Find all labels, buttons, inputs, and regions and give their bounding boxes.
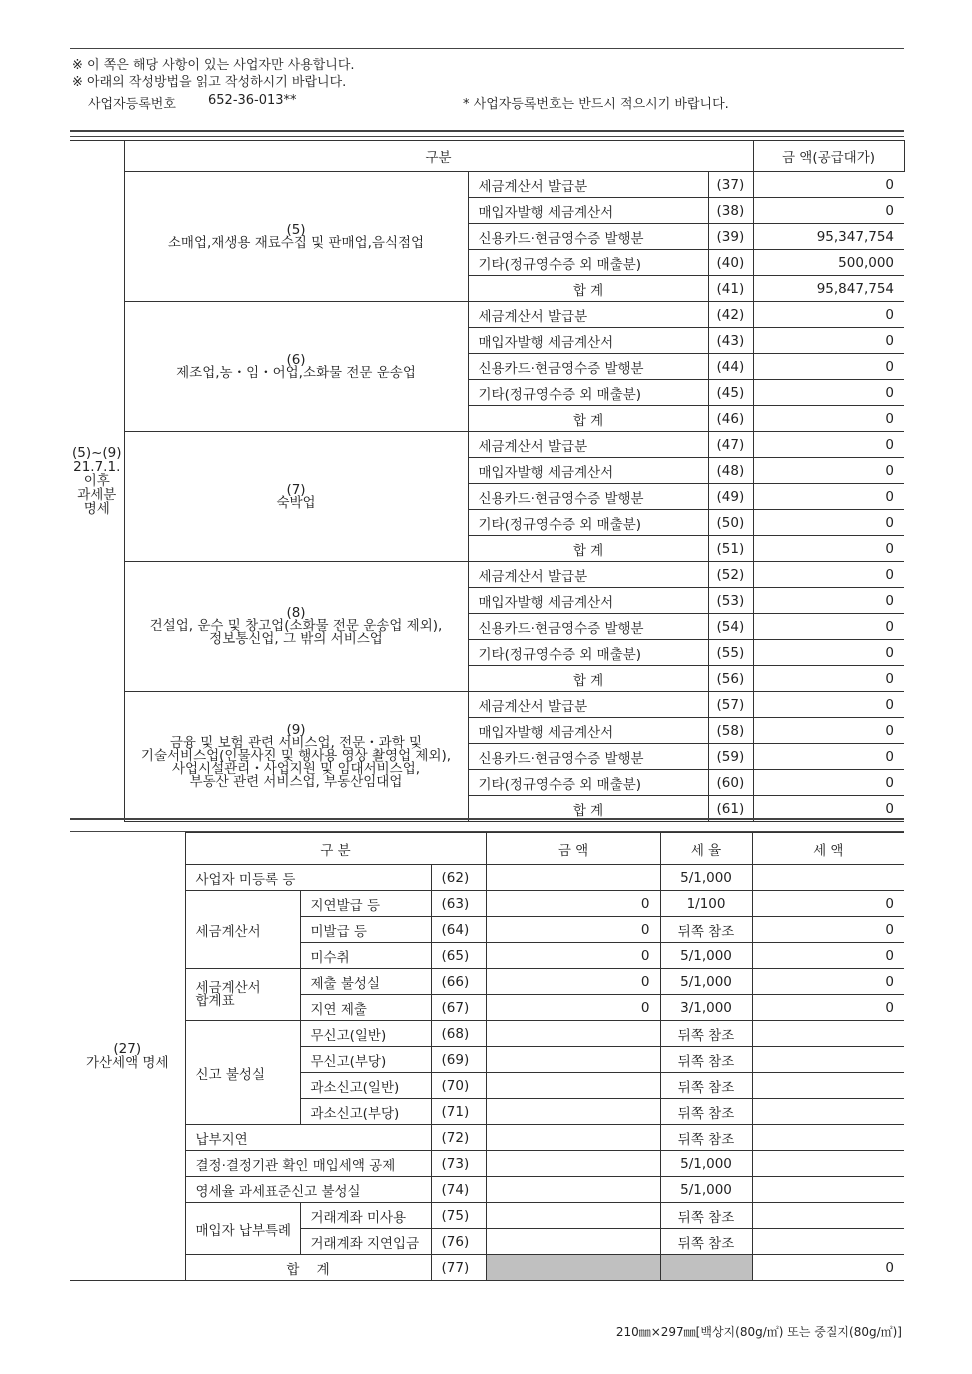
- rate-cell: 뒤쪽 참조: [660, 1021, 752, 1047]
- amount-cell[interactable]: 0: [753, 614, 904, 640]
- tax-cell[interactable]: [752, 1021, 904, 1047]
- row-code: (44): [708, 354, 753, 380]
- row-label: 기타(정규영수증 외 매출분): [468, 380, 708, 406]
- table-row: [70, 1203, 904, 1229]
- amount-cell[interactable]: 0: [753, 354, 904, 380]
- row-code: (38): [708, 198, 753, 224]
- amount-cell[interactable]: 0: [486, 969, 660, 995]
- amount-cell[interactable]: [486, 1047, 660, 1073]
- header-tax: 세 액: [752, 833, 904, 865]
- row-code: (52): [708, 562, 753, 588]
- rate-cell: 1/100: [660, 891, 752, 917]
- row-label: 제출 불성실: [300, 969, 431, 995]
- row-label: 무신고(부당): [300, 1047, 431, 1073]
- row-label: 신용카드·현금영수증 발행분: [468, 614, 708, 640]
- tax-cell[interactable]: 0: [752, 943, 904, 969]
- top-rule: [70, 48, 904, 49]
- amount-cell[interactable]: 95,347,754: [753, 224, 904, 250]
- subtotal-label: 합 계: [468, 536, 708, 562]
- table-row: [70, 969, 904, 995]
- amount-cell[interactable]: 0: [753, 484, 904, 510]
- amount-cell[interactable]: [486, 1203, 660, 1229]
- amount-cell[interactable]: 0: [753, 744, 904, 770]
- row-code: (69): [431, 1047, 486, 1073]
- row-code: (43): [708, 328, 753, 354]
- row-code: (73): [431, 1151, 486, 1177]
- row-code: (77): [431, 1255, 486, 1281]
- table-row: [70, 1177, 904, 1203]
- rate-cell: 뒤쪽 참조: [660, 917, 752, 943]
- row-code: (75): [431, 1203, 486, 1229]
- amount-cell[interactable]: 500,000: [753, 250, 904, 276]
- row-code: (70): [431, 1073, 486, 1099]
- subtotal-label: 합 계: [468, 276, 708, 302]
- row-label: 과소신고(부당): [300, 1099, 431, 1125]
- amount-cell[interactable]: [486, 1177, 660, 1203]
- row-code: (59): [708, 744, 753, 770]
- note-usage: ※ 이 쪽은 해당 사항이 있는 사업자만 사용합니다.: [72, 58, 355, 73]
- tax-cell[interactable]: 0: [752, 995, 904, 1021]
- tax-cell[interactable]: [752, 1229, 904, 1255]
- amount-cell[interactable]: 95,847,754: [753, 276, 904, 302]
- row-code: (60): [708, 770, 753, 796]
- amount-cell[interactable]: 0: [753, 432, 904, 458]
- total-label: 합 계: [185, 1255, 431, 1281]
- row-label: 신용카드·현금영수증 발행분: [468, 484, 708, 510]
- amount-cell[interactable]: 0: [753, 328, 904, 354]
- tax-cell[interactable]: [752, 1047, 904, 1073]
- tax-cell[interactable]: 0: [752, 969, 904, 995]
- amount-cell[interactable]: 0: [753, 172, 904, 198]
- rate-cell: 5/1,000: [660, 1151, 752, 1177]
- header-gubun: 구분: [124, 141, 753, 172]
- rate-cell: 5/1,000: [660, 865, 752, 891]
- row-label: 세금계산서 발급분: [468, 172, 708, 198]
- rate-cell-disabled: [660, 1255, 752, 1281]
- row-label: 사업자 미등록 등: [185, 865, 431, 891]
- amount-cell[interactable]: 0: [753, 796, 904, 822]
- industry-group-label: (5) 소매업,재생용 재료수집 및 판매업,음식점업: [124, 172, 468, 302]
- rate-cell: 뒤쪽 참조: [660, 1073, 752, 1099]
- rate-cell: 5/1,000: [660, 1177, 752, 1203]
- row-label: 결정·결정기관 확인 매입세액 공제: [185, 1151, 431, 1177]
- row-code: (71): [431, 1099, 486, 1125]
- amount-cell[interactable]: 0: [753, 588, 904, 614]
- amount-cell[interactable]: 0: [753, 198, 904, 224]
- paper-spec: 210㎜×297㎜[백상지(80g/㎡) 또는 중질지(80g/㎡)]: [615, 1325, 902, 1339]
- section-label: (27) 가산세액 명세: [70, 833, 185, 1281]
- row-code: (63): [431, 891, 486, 917]
- row-code: (48): [708, 458, 753, 484]
- row-code: (65): [431, 943, 486, 969]
- header-amount: 금 액: [486, 833, 660, 865]
- amount-cell[interactable]: 0: [753, 692, 904, 718]
- table-row: [70, 1125, 904, 1151]
- group-label: 세금계산서 합계표: [185, 969, 300, 1021]
- rate-cell: 뒤쪽 참조: [660, 1047, 752, 1073]
- table-row: [70, 865, 904, 891]
- row-label: 기타(정규영수증 외 매출분): [468, 510, 708, 536]
- tax-cell[interactable]: [752, 1125, 904, 1151]
- row-label: 미수취: [300, 943, 431, 969]
- amount-cell[interactable]: 0: [753, 302, 904, 328]
- tax-cell[interactable]: 0: [752, 917, 904, 943]
- row-label: 기타(정규영수증 외 매출분): [468, 250, 708, 276]
- amount-cell[interactable]: 0: [753, 562, 904, 588]
- row-label: 지연발급 등: [300, 891, 431, 917]
- industry-group-label: (9) 금융 및 보험 관련 서비스업, 전문・과학 및 기술서비스업(인물사진 및 행사용 영상 촬영업 제외), 사업시설관리・사업지원 및 임대서비스업, 부동산 관련 서비스업, 부동산임대업: [124, 692, 468, 822]
- table-row: [70, 1151, 904, 1177]
- row-code: (57): [708, 692, 753, 718]
- row-label: 기타(정규영수증 외 매출분): [468, 640, 708, 666]
- industry-group-label: (8) 건설업, 운수 및 창고업(소화물 전문 운송업 제외), 정보통신업, 그 밖의 서비스업: [124, 562, 468, 692]
- note-instructions: ※ 아래의 작성방법을 읽고 작성하시기 바랍니다.: [72, 75, 347, 90]
- amount-cell[interactable]: 0: [486, 995, 660, 1021]
- row-code: (68): [431, 1021, 486, 1047]
- row-code: (76): [431, 1229, 486, 1255]
- row-label: 세금계산서 발급분: [468, 562, 708, 588]
- subtotal-label: 합 계: [468, 666, 708, 692]
- row-label: 신용카드·현금영수증 발행분: [468, 224, 708, 250]
- reg-number-label: 사업자등록번호: [88, 97, 176, 112]
- reg-number-value[interactable]: 652-36-013**: [208, 93, 297, 108]
- row-label: 매입자발행 세금계산서: [468, 328, 708, 354]
- row-code: (37): [708, 172, 753, 198]
- section-rule-1: [70, 130, 904, 132]
- rate-cell: 뒤쪽 참조: [660, 1229, 752, 1255]
- penalty-tax-table: [70, 832, 904, 1281]
- row-label: 지연 제출: [300, 995, 431, 1021]
- row-code: (67): [431, 995, 486, 1021]
- row-code: (47): [708, 432, 753, 458]
- amount-cell[interactable]: 0: [753, 718, 904, 744]
- amount-cell[interactable]: 0: [753, 380, 904, 406]
- row-code: (66): [431, 969, 486, 995]
- table-row: [70, 432, 904, 458]
- row-code: (39): [708, 224, 753, 250]
- amount-cell[interactable]: [486, 1229, 660, 1255]
- amount-cell[interactable]: [486, 1099, 660, 1125]
- row-code: (50): [708, 510, 753, 536]
- amount-cell[interactable]: 0: [753, 640, 904, 666]
- row-label: 기타(정규영수증 외 매출분): [468, 770, 708, 796]
- amount-cell[interactable]: 0: [753, 510, 904, 536]
- row-label: 미발급 등: [300, 917, 431, 943]
- table-header-row: [70, 833, 904, 865]
- row-label: 매입자발행 세금계산서: [468, 718, 708, 744]
- row-label: 거래계좌 미사용: [300, 1203, 431, 1229]
- amount-cell[interactable]: 0: [753, 536, 904, 562]
- header-amount: 금 액(공급대가): [753, 141, 904, 172]
- section-rule-3: [70, 818, 904, 820]
- tax-cell[interactable]: [752, 1203, 904, 1229]
- table-row: [70, 562, 904, 588]
- total-tax-cell[interactable]: 0: [752, 1255, 904, 1281]
- tax-cell[interactable]: [752, 1073, 904, 1099]
- rate-cell: 5/1,000: [660, 969, 752, 995]
- row-label: 신용카드·현금영수증 발행분: [468, 744, 708, 770]
- amount-cell[interactable]: 0: [753, 666, 904, 692]
- row-code: (61): [708, 796, 753, 822]
- group-label: 신고 불성실: [185, 1021, 300, 1125]
- row-code: (49): [708, 484, 753, 510]
- row-code: (46): [708, 406, 753, 432]
- row-label: 과소신고(일반): [300, 1073, 431, 1099]
- industry-group-label: (6) 제조업,농・임・어업,소화물 전문 운송업: [124, 302, 468, 432]
- row-label: 영세율 과세표준신고 불성실: [185, 1177, 431, 1203]
- table-row: [70, 172, 904, 198]
- table-row: [70, 1021, 904, 1047]
- amount-cell[interactable]: 0: [486, 917, 660, 943]
- row-label: 거래계좌 지연입금: [300, 1229, 431, 1255]
- row-label: 무신고(일반): [300, 1021, 431, 1047]
- subtotal-label: 합 계: [468, 406, 708, 432]
- tax-cell[interactable]: [752, 1177, 904, 1203]
- taxable-sales-table: [70, 140, 905, 822]
- row-code: (58): [708, 718, 753, 744]
- row-code: (53): [708, 588, 753, 614]
- row-code: (42): [708, 302, 753, 328]
- row-label: 세금계산서 발급분: [468, 302, 708, 328]
- row-label: 신용카드·현금영수증 발행분: [468, 354, 708, 380]
- rate-cell: 뒤쪽 참조: [660, 1099, 752, 1125]
- amount-cell[interactable]: 0: [486, 891, 660, 917]
- tax-cell[interactable]: 0: [752, 891, 904, 917]
- row-label: 세금계산서 발급분: [468, 432, 708, 458]
- tax-cell[interactable]: [752, 1151, 904, 1177]
- amount-cell[interactable]: [486, 1125, 660, 1151]
- row-label: 매입자발행 세금계산서: [468, 588, 708, 614]
- header-gubun: 구 분: [185, 833, 486, 865]
- group-label: 세금계산서: [185, 891, 300, 969]
- amount-cell[interactable]: [486, 1073, 660, 1099]
- row-label: 세금계산서 발급분: [468, 692, 708, 718]
- taxable-sales-body: [70, 141, 904, 822]
- section-label: (5)~(9) 21.7.1. 이후 과세분 명세: [70, 141, 124, 822]
- amount-cell[interactable]: [486, 865, 660, 891]
- total-row: [70, 1255, 904, 1281]
- row-code: (62): [431, 865, 486, 891]
- row-code: (64): [431, 917, 486, 943]
- table-header-row: [70, 141, 904, 172]
- table-row: [70, 302, 904, 328]
- row-code: (56): [708, 666, 753, 692]
- row-code: (74): [431, 1177, 486, 1203]
- amount-cell[interactable]: 0: [753, 770, 904, 796]
- tax-cell[interactable]: [752, 865, 904, 891]
- row-code: (55): [708, 640, 753, 666]
- header-rate: 세 율: [660, 833, 752, 865]
- tax-cell[interactable]: [752, 1099, 904, 1125]
- section-rule-2: [70, 136, 904, 137]
- group-label: 매입자 납부특례: [185, 1203, 300, 1255]
- table-row: [70, 692, 904, 718]
- row-code: (41): [708, 276, 753, 302]
- row-code: (51): [708, 536, 753, 562]
- row-label: 납부지연: [185, 1125, 431, 1151]
- row-code: (45): [708, 380, 753, 406]
- amount-cell[interactable]: 0: [486, 943, 660, 969]
- subtotal-label: 합 계: [468, 796, 708, 822]
- amount-cell[interactable]: 0: [753, 406, 904, 432]
- rate-cell: 3/1,000: [660, 995, 752, 1021]
- rate-cell: 뒤쪽 참조: [660, 1125, 752, 1151]
- amount-cell[interactable]: [486, 1151, 660, 1177]
- rate-cell: 5/1,000: [660, 943, 752, 969]
- industry-group-label: (7) 숙박업: [124, 432, 468, 562]
- amount-cell-disabled: [486, 1255, 660, 1281]
- row-code: (54): [708, 614, 753, 640]
- row-code: (40): [708, 250, 753, 276]
- rate-cell: 뒤쪽 참조: [660, 1203, 752, 1229]
- reg-number-hint: * 사업자등록번호는 반드시 적으시기 바랍니다.: [463, 97, 729, 112]
- amount-cell[interactable]: [486, 1021, 660, 1047]
- row-label: 매입자발행 세금계산서: [468, 198, 708, 224]
- row-label: 매입자발행 세금계산서: [468, 458, 708, 484]
- table-row: [70, 891, 904, 917]
- amount-cell[interactable]: 0: [753, 458, 904, 484]
- row-code: (72): [431, 1125, 486, 1151]
